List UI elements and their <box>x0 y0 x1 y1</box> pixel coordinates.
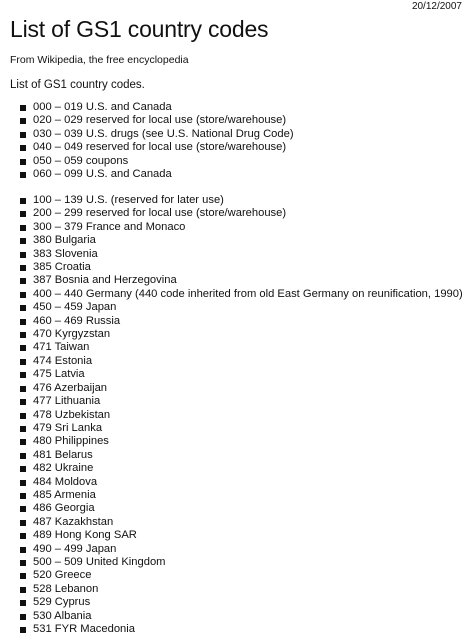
square-bullet-icon <box>20 332 26 338</box>
square-bullet-icon <box>20 319 26 325</box>
list-item-text: 060 – 099 U.S. and Canada <box>33 168 172 181</box>
list-item-text: 030 – 039 U.S. drugs (see U.S. National Drug Code) <box>33 127 294 140</box>
square-bullet-icon <box>20 265 26 271</box>
list-item-text: 478 Uzbekistan <box>33 408 111 421</box>
list-item-text: 470 Kyrgyzstan <box>33 328 111 341</box>
square-bullet-icon <box>20 466 26 472</box>
list-item-text: 474 Estonia <box>33 354 93 367</box>
list-item-text: 300 – 379 France and Monaco <box>33 220 186 233</box>
square-bullet-icon <box>20 278 26 284</box>
list-item-text: 385 Croatia <box>33 261 91 274</box>
list-item <box>20 328 463 341</box>
list-item-text: 528 Lebanon <box>33 582 99 595</box>
list-item <box>20 422 463 435</box>
square-bullet-icon <box>20 533 26 539</box>
list-item-text: 200 – 299 reserved for local use (store/warehouse) <box>33 207 287 220</box>
square-bullet-icon <box>20 439 26 445</box>
square-bullet-icon <box>20 145 26 151</box>
square-bullet-icon <box>20 225 26 231</box>
list-item-text: 520 Greece <box>33 569 92 582</box>
list-item <box>20 529 463 542</box>
square-bullet-icon <box>20 547 26 553</box>
list-item-text: 387 Bosnia and Herzegovina <box>33 274 177 287</box>
square-bullet-icon <box>20 118 26 124</box>
square-bullet-icon <box>20 560 26 566</box>
page-title: List of GS1 country codes <box>10 16 269 42</box>
list-item-text: 476 Azerbaijan <box>33 381 108 394</box>
square-bullet-icon <box>20 413 26 419</box>
square-bullet-icon <box>20 506 26 512</box>
intro-text: List of GS1 country codes. <box>10 79 145 91</box>
code-list-group-1 <box>20 101 294 181</box>
list-item <box>20 543 463 556</box>
list-item <box>20 274 463 287</box>
square-bullet-icon <box>20 305 26 311</box>
list-item <box>20 141 294 154</box>
list-item-text: 479 Sri Lanka <box>33 421 103 434</box>
list-item <box>20 315 463 328</box>
list-item-text: 482 Ukraine <box>33 462 94 475</box>
list-item-text: 531 FYR Macedonia <box>33 623 135 635</box>
list-item-text: 486 Georgia <box>33 502 95 515</box>
list-item <box>20 194 463 207</box>
list-item-text: 040 – 049 reserved for local use (store/warehouse) <box>33 141 287 154</box>
list-item <box>20 449 463 462</box>
list-item-text: 460 – 469 Russia <box>33 314 121 327</box>
square-bullet-icon <box>20 292 26 298</box>
source-line: From Wikipedia, the free encyclopedia <box>10 54 189 66</box>
list-item <box>20 301 463 314</box>
list-item-text: 000 – 019 U.S. and Canada <box>33 101 172 113</box>
list-item-text: 485 Armenia <box>33 488 96 501</box>
square-bullet-icon <box>20 453 26 459</box>
square-bullet-icon <box>20 480 26 486</box>
square-bullet-icon <box>20 345 26 351</box>
list-item-text: 481 Belarus <box>33 448 93 461</box>
list-item-text: 020 – 029 reserved for local use (store/warehouse) <box>33 114 287 127</box>
square-bullet-icon <box>20 614 26 620</box>
square-bullet-icon <box>20 600 26 606</box>
list-item <box>20 476 463 489</box>
list-item-text: 530 Albania <box>33 609 92 622</box>
list-item <box>20 395 463 408</box>
list-item <box>20 207 463 220</box>
square-bullet-icon <box>20 238 26 244</box>
square-bullet-icon <box>20 520 26 526</box>
list-item <box>20 610 463 623</box>
list-item-text: 450 – 459 Japan <box>33 301 117 314</box>
list-item-text: 050 – 059 coupons <box>33 154 129 167</box>
square-bullet-icon <box>20 573 26 579</box>
list-item-text: 477 Lithuania <box>33 395 101 408</box>
square-bullet-icon <box>20 587 26 593</box>
list-item-text: 475 Latvia <box>33 368 85 381</box>
square-bullet-icon <box>20 105 26 111</box>
list-item-text: 480 Philippines <box>33 435 109 448</box>
list-item-text: 484 Moldova <box>33 475 98 488</box>
list-item <box>20 168 294 181</box>
list-item-text: 489 Hong Kong SAR <box>33 529 137 542</box>
list-item <box>20 409 463 422</box>
list-item <box>20 341 463 354</box>
square-bullet-icon <box>20 198 26 204</box>
list-item <box>20 623 463 636</box>
square-bullet-icon <box>20 372 26 378</box>
list-item <box>20 355 463 368</box>
square-bullet-icon <box>20 627 26 633</box>
list-item <box>20 489 463 502</box>
square-bullet-icon <box>20 399 26 405</box>
list-item <box>20 435 463 448</box>
list-item <box>20 114 294 127</box>
square-bullet-icon <box>20 172 26 178</box>
list-item <box>20 248 463 261</box>
list-item <box>20 288 463 301</box>
list-item <box>20 502 463 515</box>
square-bullet-icon <box>20 252 26 258</box>
list-item <box>20 101 294 114</box>
list-item-text: 471 Taiwan <box>33 341 90 354</box>
list-item <box>20 234 463 247</box>
list-item-text: 529 Cyprus <box>33 596 91 609</box>
list-item-text: 500 – 509 United Kingdom <box>33 555 166 568</box>
square-bullet-icon <box>20 132 26 138</box>
square-bullet-icon <box>20 359 26 365</box>
square-bullet-icon <box>20 386 26 392</box>
list-item <box>20 221 463 234</box>
list-item-text: 100 – 139 U.S. (reserved for later use) <box>33 194 224 206</box>
list-item <box>20 556 463 569</box>
list-item <box>20 596 463 609</box>
list-item-text: 490 – 499 Japan <box>33 542 117 555</box>
square-bullet-icon <box>20 211 26 217</box>
list-item <box>20 368 463 381</box>
code-list-group-2 <box>20 194 463 636</box>
list-item <box>20 462 463 475</box>
list-item <box>20 155 294 168</box>
print-date: 20/12/2007 <box>411 1 462 12</box>
list-item <box>20 128 294 141</box>
list-item-text: 400 – 440 Germany (440 code inherited from old East Germany on reunification, 1990) <box>33 287 463 300</box>
list-item <box>20 583 463 596</box>
list-item <box>20 516 463 529</box>
list-item-text: 487 Kazakhstan <box>33 515 114 528</box>
list-item-text: 380 Bulgaria <box>33 234 96 247</box>
list-item <box>20 569 463 582</box>
square-bullet-icon <box>20 426 26 432</box>
square-bullet-icon <box>20 493 26 499</box>
square-bullet-icon <box>20 159 26 165</box>
list-item <box>20 382 463 395</box>
list-item-text: 383 Slovenia <box>33 247 98 260</box>
list-item <box>20 261 463 274</box>
